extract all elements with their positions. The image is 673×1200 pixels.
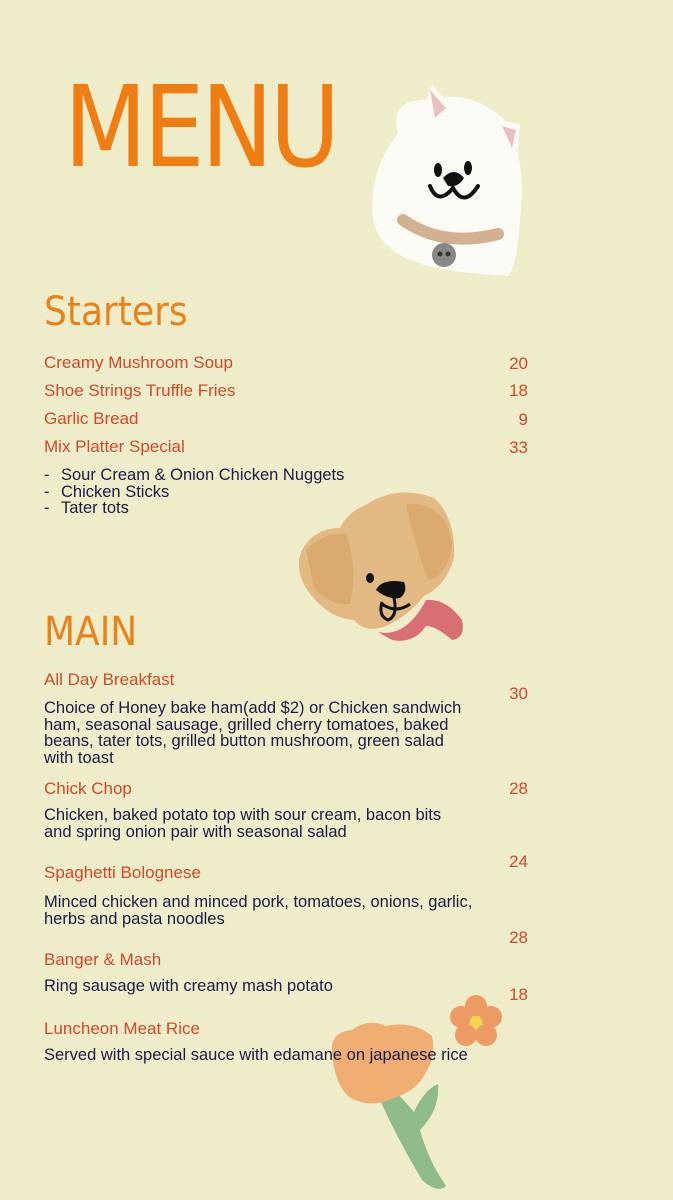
list-item: - Chicken Sticks	[44, 482, 170, 501]
white-dog-icon	[368, 78, 528, 280]
list-item: - Tater tots	[44, 499, 129, 517]
menu-item-description: Ring sausage with creamy mash potato	[44, 977, 333, 995]
menu-item-name: Garlic Bread	[44, 409, 139, 428]
menu-item-name: Banger & Mash	[44, 950, 162, 969]
menu-item-price: 9	[518, 410, 528, 429]
menu-item-name: Spaghetti Bolognese	[44, 863, 201, 882]
menu-item-name: Creamy Mushroom Soup	[44, 353, 233, 372]
menu-item-name: Chick Chop	[44, 779, 132, 798]
list-item: - Sour Cream & Onion Chicken Nuggets	[44, 466, 345, 484]
flower-icon	[328, 990, 508, 1195]
menu-item-price: 24	[509, 852, 528, 871]
menu-item-price: 33	[509, 438, 528, 457]
menu-item-description: Choice of Honey bake ham(add $2) or Chicken sandwich ham, seasonal sausage, grilled cherry tomatoes, baked beans, tater tots, grilled button mushroom, green salad with toast	[44, 699, 462, 767]
menu-item-description: Minced chicken and minced pork, tomatoes, onions, garlic, herbs and pasta noodles	[44, 893, 473, 928]
menu-item-price: 28	[509, 928, 528, 947]
menu-item-name: Luncheon Meat Rice	[44, 1019, 200, 1038]
menu-item-price: 28	[509, 779, 528, 798]
menu-item-price: 20	[509, 354, 528, 373]
page-title: MENU	[64, 63, 337, 193]
menu-item-name: Shoe Strings Truffle Fries	[44, 381, 236, 400]
brown-puppy-icon	[296, 488, 468, 652]
section-heading-main: MAIN	[44, 609, 138, 655]
menu-item-description: Chicken, baked potato top with sour cream, bacon bits and spring onion pair with seasonal salad	[44, 806, 442, 841]
menu-item-description: Served with special sauce with edamane on japanese rice	[44, 1046, 468, 1064]
menu-item-price: 18	[509, 381, 528, 400]
menu-item-name: All Day Breakfast	[44, 670, 175, 689]
menu-item-price: 30	[509, 684, 528, 703]
menu-item-price: 18	[509, 985, 528, 1004]
section-heading-starters: Starters	[44, 289, 188, 335]
menu-item-name: Mix Platter Special	[44, 437, 185, 456]
